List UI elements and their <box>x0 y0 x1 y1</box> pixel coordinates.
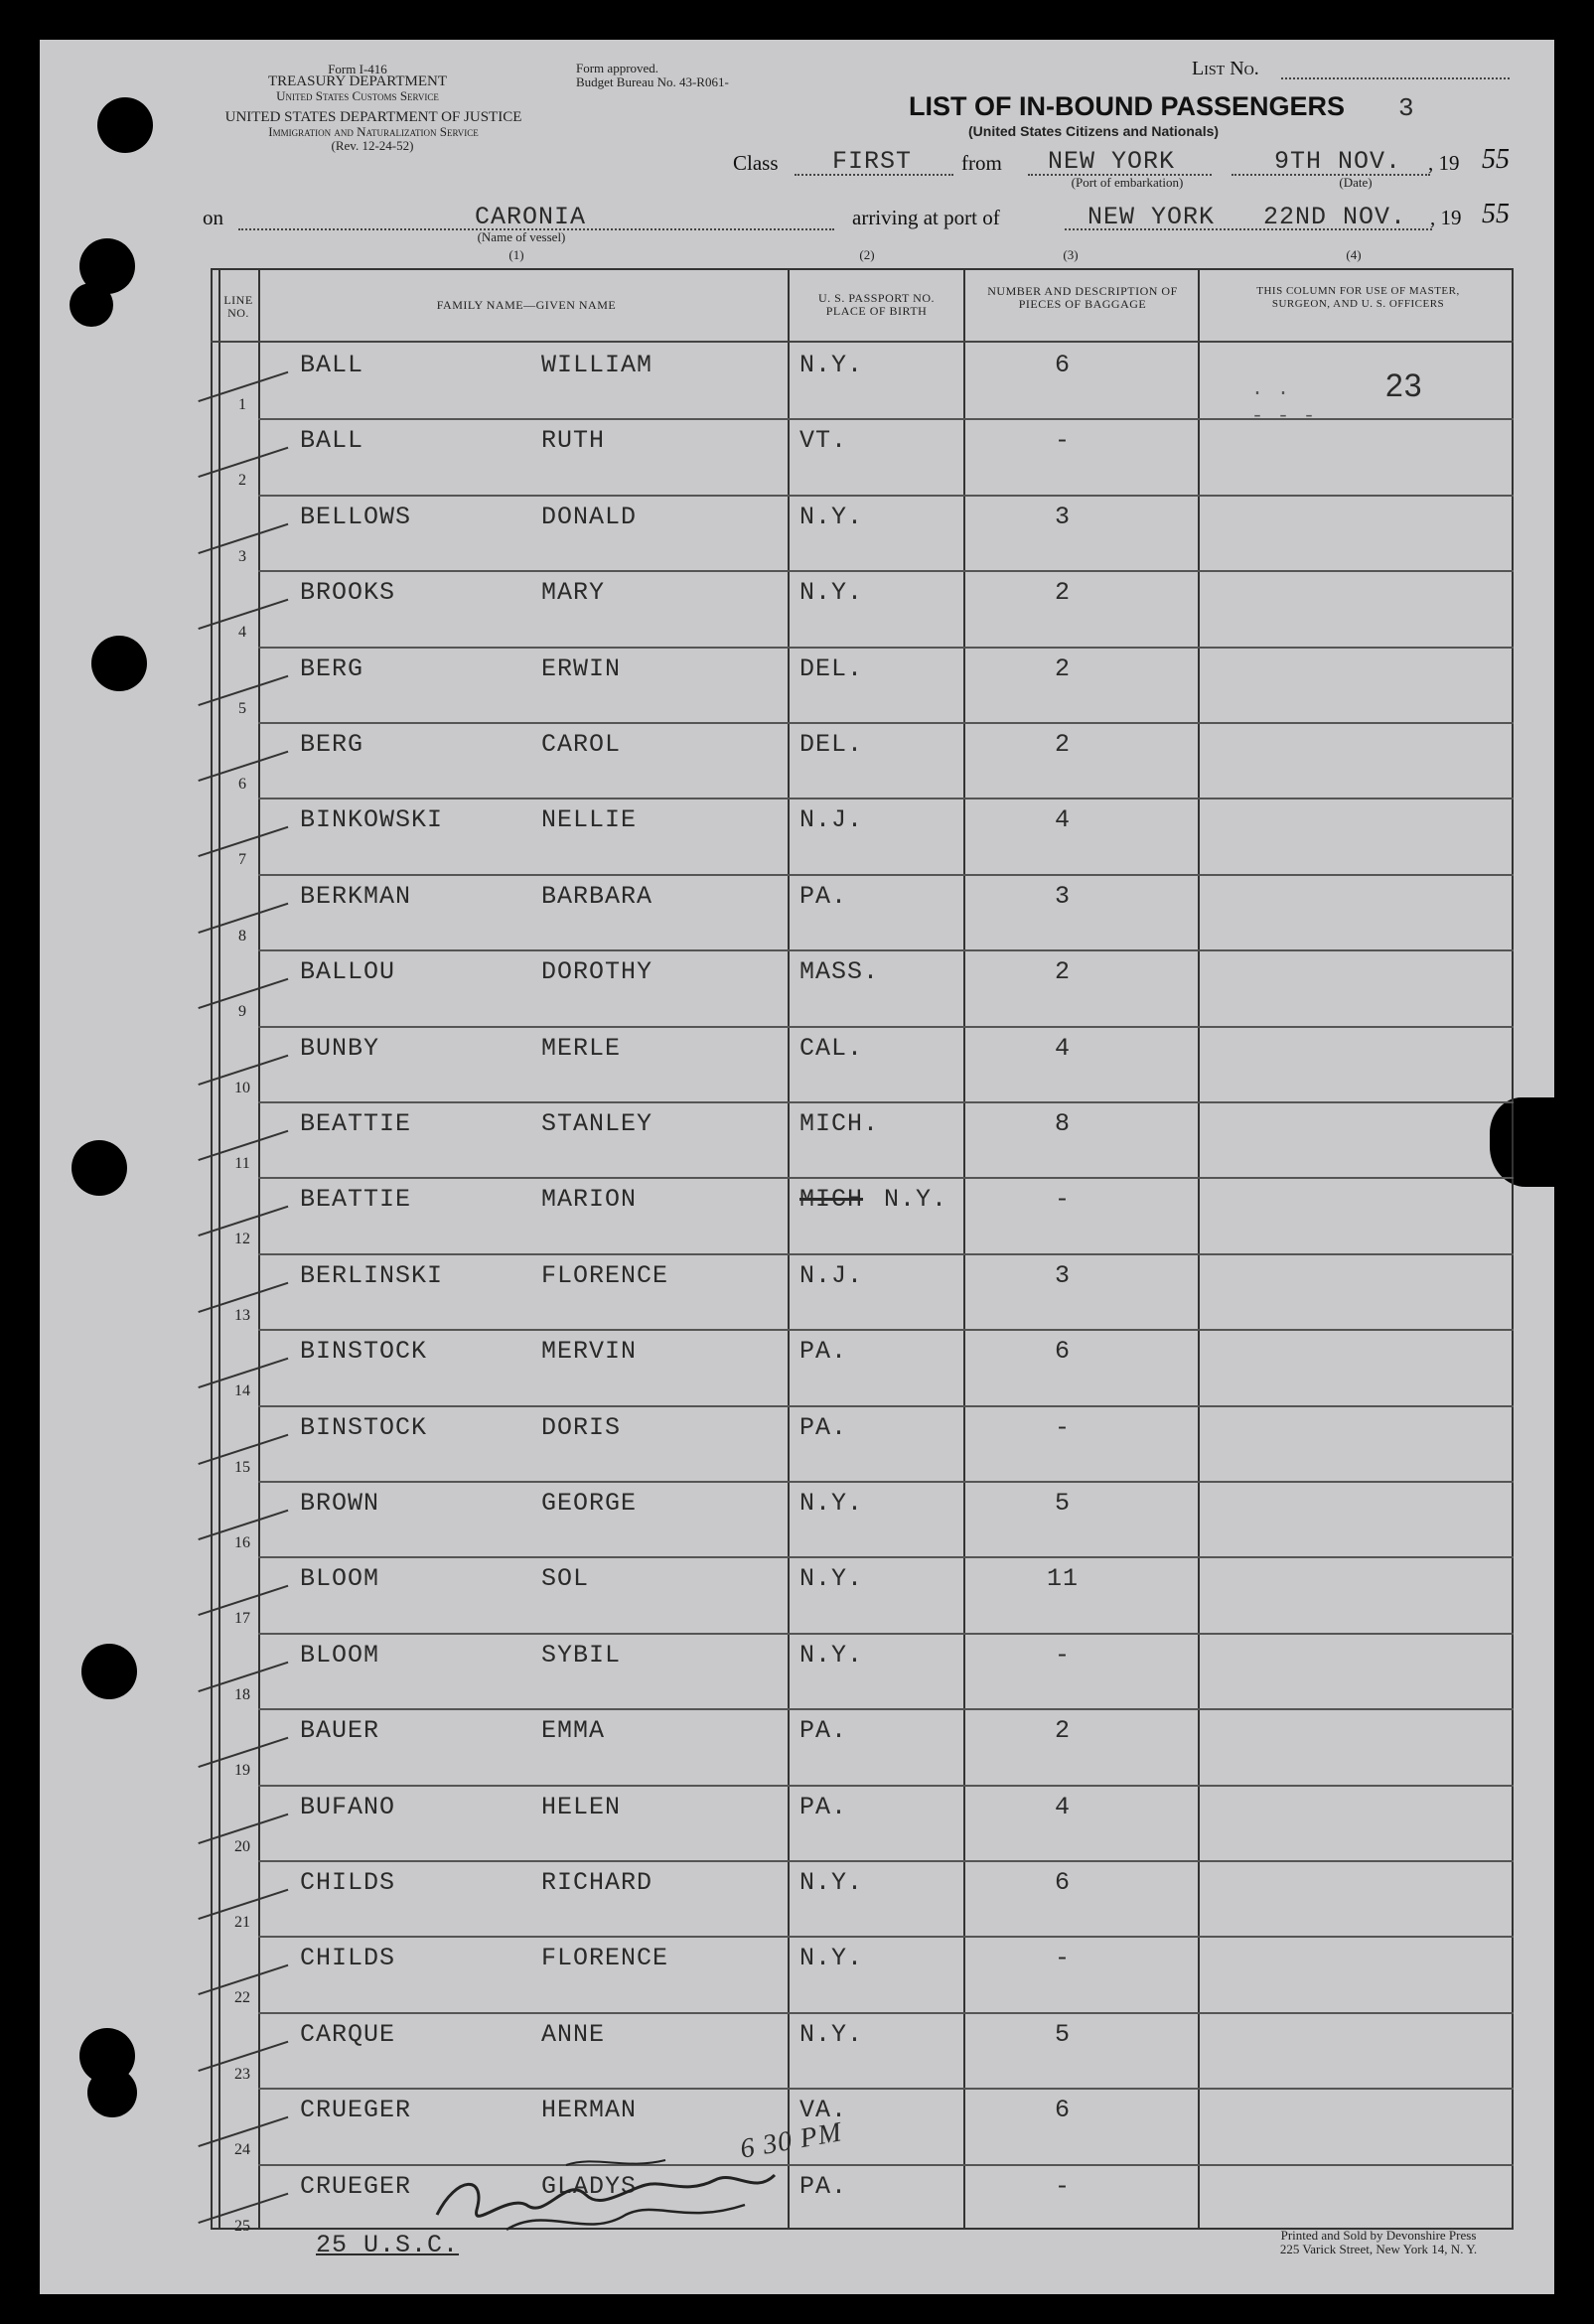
baggage-count: 11 <box>1046 1564 1079 1594</box>
header-line-no: LINE NO. <box>223 293 253 320</box>
given-name: ERWIN <box>541 654 622 683</box>
place-of-birth: N.J. <box>799 1260 864 1290</box>
given-name: SYBIL <box>541 1640 622 1670</box>
place-of-birth: N.Y. <box>799 1944 864 1973</box>
baggage-count: - <box>1054 426 1071 456</box>
baggage-count: - <box>1054 1412 1071 1442</box>
from-label: from <box>961 151 1002 175</box>
given-name: HELEN <box>541 1792 622 1821</box>
header-name: FAMILY NAME—GIVEN NAME <box>436 298 617 312</box>
row-rule <box>258 722 1514 724</box>
column-divider <box>218 268 220 2230</box>
line-number: 7 <box>238 851 246 869</box>
baggage-count: - <box>1054 1640 1071 1670</box>
baggage-count: 4 <box>1054 1033 1071 1063</box>
printer-line-1: Printed and Sold by Devonshire Press <box>1280 2228 1477 2243</box>
baggage-count: 2 <box>1054 578 1071 608</box>
line-number: 19 <box>234 1762 250 1780</box>
row-rule <box>258 570 1514 572</box>
line-number: 20 <box>234 1837 250 1855</box>
family-name: BROOKS <box>300 578 396 608</box>
row-rule <box>258 874 1514 876</box>
row-rule <box>258 1556 1514 1558</box>
baggage-count: 6 <box>1054 2096 1071 2125</box>
family-name: BERG <box>300 654 364 683</box>
line-number: 4 <box>238 624 246 642</box>
place-of-birth: PA. <box>799 1716 848 1746</box>
given-name: SOL <box>541 1564 590 1594</box>
place-of-birth: VT. <box>799 426 848 456</box>
family-name: BAUER <box>300 1716 380 1746</box>
justice-department: UNITED STATES DEPARTMENT OF JUSTICE <box>224 109 522 125</box>
row-rule <box>258 495 1514 497</box>
given-name: FLORENCE <box>541 1260 669 1290</box>
line-number: 3 <box>238 547 246 565</box>
column-number-1: (1) <box>508 247 524 262</box>
arrival-year-value: 55 <box>1482 199 1510 229</box>
baggage-count: 6 <box>1054 1868 1071 1897</box>
row-rule <box>258 1253 1514 1255</box>
given-name: GEORGE <box>541 1489 638 1518</box>
list-number-value: 3 <box>1398 93 1415 123</box>
baggage-count: - <box>1054 2171 1071 2201</box>
handwritten-signature <box>417 2135 795 2245</box>
line-number: 12 <box>234 1231 250 1248</box>
family-name: BROWN <box>300 1489 380 1518</box>
officer-note-marks: · · - - - <box>1251 382 1317 428</box>
list-number-line <box>1281 77 1510 79</box>
given-name: DOROTHY <box>541 957 653 987</box>
punch-hole <box>70 283 113 327</box>
family-name: BALLOU <box>300 957 396 987</box>
given-name: BARBARA <box>541 881 653 911</box>
row-rule <box>258 1860 1514 1862</box>
header-baggage: NUMBER AND DESCRIPTION OF PIECES OF BAGGAGE <box>987 284 1178 311</box>
arrival-date-value: 22ND NOV. <box>1263 203 1407 231</box>
form-revision: (Rev. 12-24-52) <box>331 138 414 153</box>
baggage-count: 8 <box>1054 1109 1071 1138</box>
row-rule <box>258 1177 1514 1179</box>
given-name: ANNE <box>541 2019 606 2049</box>
given-name: RICHARD <box>541 1868 653 1897</box>
place-of-birth: PA. <box>799 2171 848 2201</box>
family-name: BINSTOCK <box>300 1412 428 1442</box>
class-value: FIRST <box>832 147 913 176</box>
family-name: CRUEGER <box>300 2096 412 2125</box>
line-number: 16 <box>234 1534 250 1551</box>
header-officers: THIS COLUMN FOR USE OF MASTER, SURGEON, AND U. S. OFFICERS <box>1256 285 1460 310</box>
place-of-birth: DEL. <box>799 654 864 683</box>
given-name: NELLIE <box>541 805 638 835</box>
row-rule <box>258 1936 1514 1938</box>
form-title: LIST OF IN-BOUND PASSENGERS <box>909 91 1346 121</box>
depart-year-value: 55 <box>1482 144 1510 175</box>
row-rule <box>258 1026 1514 1028</box>
family-name: BALL <box>300 426 364 456</box>
row-rule <box>258 1481 1514 1483</box>
row-rule <box>258 1101 1514 1103</box>
line-number: 10 <box>234 1079 250 1096</box>
given-name: WILLIAM <box>541 351 653 379</box>
printer-line-2: 225 Varick Street, New York 14, N. Y. <box>1279 2242 1478 2256</box>
customs-service: United States Customs Service <box>276 88 439 103</box>
line-number: 9 <box>238 1003 246 1021</box>
given-name: DONALD <box>541 502 638 531</box>
punch-hole <box>97 97 153 153</box>
line-number: 2 <box>238 472 246 490</box>
form-number: Form I-416 <box>328 62 387 76</box>
arrival-year-prefix: , 19 <box>1430 206 1462 229</box>
baggage-count: 4 <box>1054 1792 1071 1821</box>
on-label: on <box>203 206 223 229</box>
line-number: 1 <box>238 396 246 413</box>
baggage-count: 2 <box>1054 1716 1071 1746</box>
given-name: MERVIN <box>541 1337 638 1367</box>
place-of-birth: PA. <box>799 1792 848 1821</box>
line-number: 13 <box>234 1306 250 1324</box>
family-name: CHILDS <box>300 1944 396 1973</box>
place-of-birth: N.Y. <box>799 1868 864 1897</box>
baggage-count: - <box>1054 1944 1071 1973</box>
date-caption: (Date) <box>1339 175 1373 190</box>
row-rule <box>258 418 1514 420</box>
family-name: BLOOM <box>300 1564 380 1594</box>
place-of-birth: N.J. <box>799 805 864 835</box>
row-rule <box>258 1329 1514 1331</box>
baggage-count: 3 <box>1054 502 1071 531</box>
row-rule <box>258 1785 1514 1787</box>
arrival-port-value: NEW YORK <box>1087 203 1216 231</box>
column-number-3: (3) <box>1063 247 1079 262</box>
line-number: 18 <box>234 1685 250 1703</box>
family-name: BLOOM <box>300 1640 380 1670</box>
baggage-count: 2 <box>1054 730 1071 759</box>
row-rule <box>258 2088 1514 2090</box>
handwritten-time: 6 30 PM <box>738 2116 845 2165</box>
row-rule <box>258 798 1514 799</box>
family-name: BEATTIE <box>300 1185 412 1215</box>
place-of-birth: PA. <box>799 1337 848 1367</box>
arriving-label: arriving at port of <box>852 206 1000 229</box>
column-number-4: (4) <box>1346 247 1362 262</box>
family-name: BERLINSKI <box>300 1260 444 1290</box>
given-name: MARY <box>541 578 606 608</box>
form-subtitle: (United States Citizens and Nationals) <box>968 123 1220 139</box>
class-label: Class <box>733 151 779 175</box>
place-of-birth: DEL. <box>799 730 864 759</box>
punch-hole <box>87 2068 137 2117</box>
given-name: CAROL <box>541 730 622 759</box>
embark-port-value: NEW YORK <box>1048 147 1176 176</box>
baggage-count: - <box>1054 1185 1071 1215</box>
family-name: BELLOWS <box>300 502 412 531</box>
header-passport: U. S. PASSPORT NO. PLACE OF BIRTH <box>818 291 935 318</box>
budget-bureau-number: Budget Bureau No. 43-R061- <box>576 74 729 89</box>
place-of-birth: N.Y. <box>799 1564 864 1594</box>
place-of-birth: PA. <box>799 881 848 911</box>
line-number: 24 <box>234 2141 250 2159</box>
row-rule <box>258 1708 1514 1710</box>
baggage-count: 4 <box>1054 805 1071 835</box>
place-of-birth: PA. <box>799 1412 848 1442</box>
row-rule <box>258 1405 1514 1407</box>
baggage-count: 6 <box>1054 351 1071 379</box>
place-of-birth: VA. <box>799 2096 848 2125</box>
given-name: EMMA <box>541 1716 606 1746</box>
given-name: MERLE <box>541 1033 622 1063</box>
row-rule <box>258 1633 1514 1635</box>
family-name: BINKOWSKI <box>300 805 444 835</box>
family-name: BALL <box>300 351 364 379</box>
depart-date-value: 9TH NOV. <box>1274 147 1402 176</box>
line-number: 6 <box>238 776 246 793</box>
place-of-birth: N.Y. <box>799 1640 864 1670</box>
family-name: BEATTIE <box>300 1109 412 1138</box>
baggage-count: 5 <box>1054 2019 1071 2049</box>
punch-hole <box>91 636 147 691</box>
line-number: 15 <box>234 1458 250 1476</box>
family-name: BUFANO <box>300 1792 396 1821</box>
officer-note: 23 <box>1385 367 1423 403</box>
place-of-birth: N.Y. <box>799 2019 864 2049</box>
row-rule <box>258 949 1514 951</box>
header-rule <box>211 341 1514 343</box>
baggage-count: 3 <box>1054 881 1071 911</box>
column-number-2: (2) <box>859 247 875 262</box>
family-name: BERKMAN <box>300 881 412 911</box>
immigration-service: Immigration and Naturalization Service <box>268 124 479 139</box>
place-of-birth: CAL. <box>799 1033 864 1063</box>
treasury-department: TREASURY DEPARTMENT <box>267 73 448 89</box>
line-number: 25 <box>234 2217 250 2235</box>
vessel-name: CARONIA <box>475 203 587 231</box>
place-of-birth: N.Y. <box>799 351 864 379</box>
list-number-label: List No. <box>1192 58 1259 79</box>
family-name: CARQUE <box>300 2019 396 2049</box>
place-of-birth-struck: MICH <box>799 1185 864 1215</box>
line-number: 23 <box>234 2065 250 2083</box>
row-rule <box>258 647 1514 649</box>
punch-hole <box>72 1140 127 1196</box>
given-name: MARION <box>541 1185 638 1215</box>
line-number: 22 <box>234 1989 250 2007</box>
embark-port-caption: (Port of embarkation) <box>1071 175 1184 190</box>
baggage-count: 6 <box>1054 1337 1071 1367</box>
baggage-count: 2 <box>1054 957 1071 987</box>
line-number: 5 <box>238 699 246 717</box>
given-name: HERMAN <box>541 2096 638 2125</box>
baggage-count: 5 <box>1054 1489 1071 1518</box>
family-name: CHILDS <box>300 1868 396 1897</box>
place-of-birth: N.Y. <box>799 502 864 531</box>
family-name: CRUEGER <box>300 2171 412 2201</box>
line-number: 8 <box>238 927 246 944</box>
family-name: BINSTOCK <box>300 1337 428 1367</box>
given-name: FLORENCE <box>541 1944 669 1973</box>
baggage-count: 3 <box>1054 1260 1071 1290</box>
place-of-birth: N.Y. <box>884 1185 948 1215</box>
place-of-birth: MASS. <box>799 957 880 987</box>
place-of-birth: N.Y. <box>799 578 864 608</box>
line-number: 17 <box>234 1610 250 1628</box>
given-name: RUTH <box>541 426 606 456</box>
line-number: 11 <box>234 1155 250 1172</box>
given-name: DORIS <box>541 1412 622 1442</box>
baggage-count: 2 <box>1054 654 1071 683</box>
depart-year-prefix: , 19 <box>1428 151 1460 175</box>
given-name: STANLEY <box>541 1109 653 1138</box>
footer-code: 25 U.S.C. <box>316 2231 460 2259</box>
family-name: BERG <box>300 730 364 759</box>
family-name: BUNBY <box>300 1033 380 1063</box>
line-number: 21 <box>234 1914 250 1931</box>
given-name: GLADYS <box>541 2171 638 2201</box>
punch-hole <box>81 1644 137 1699</box>
line-number: 14 <box>234 1382 250 1400</box>
form-approved: Form approved. <box>576 61 659 75</box>
place-of-birth: N.Y. <box>799 1489 864 1518</box>
place-of-birth: MICH. <box>799 1109 880 1138</box>
vessel-caption: (Name of vessel) <box>477 229 566 244</box>
row-rule <box>258 2012 1514 2014</box>
